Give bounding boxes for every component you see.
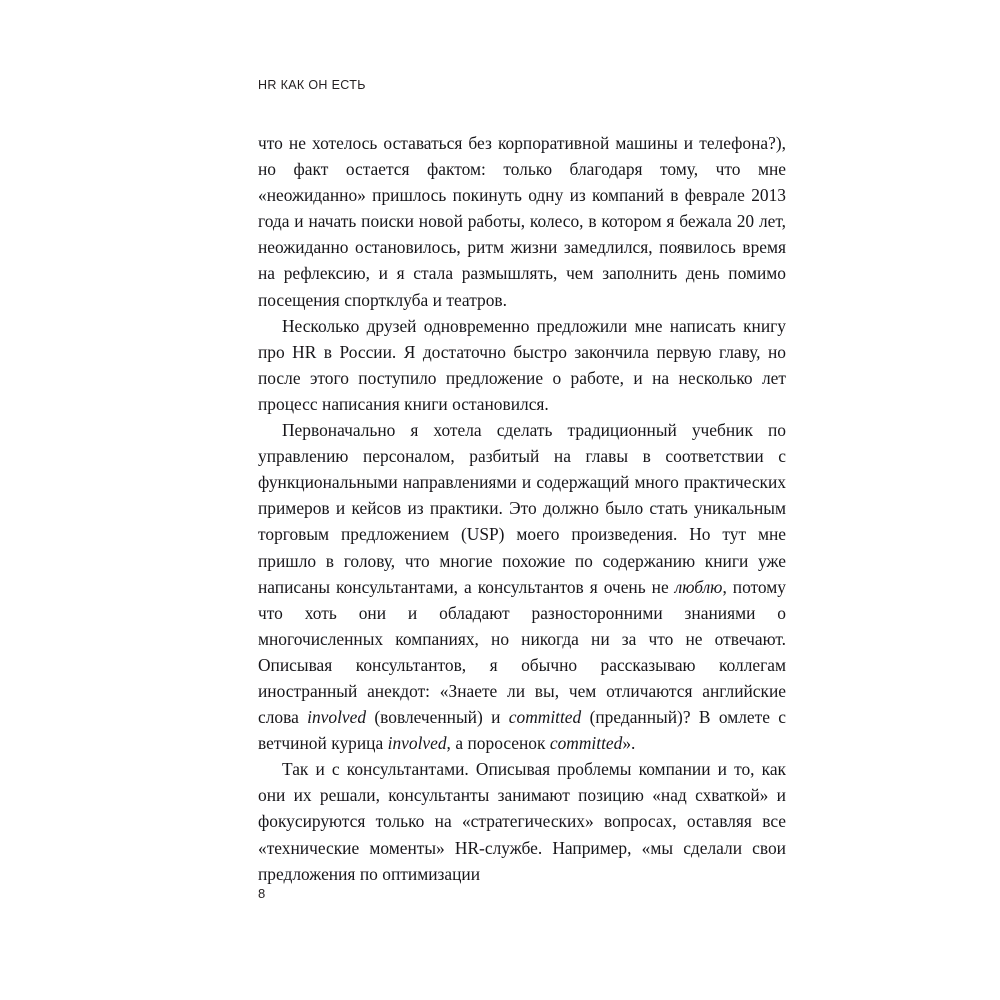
text-run: , потому что хоть они и обладают разносторонними знаниями о многочисленных компаниях, но никогда ни за что не отвечают. Описывая консультантов, я обычно рассказываю коллегам иностранный анекдот: «Знаете ли вы, чем отличаются английские слова xyxy=(258,576,786,728)
text-run: (преданный)? В омлете с ветчиной курица xyxy=(258,707,786,754)
body-text-column xyxy=(258,130,786,887)
paragraph xyxy=(258,756,786,886)
text-run: Так и с консультантами. Описывая проблемы компании и то, как они их решали, консультанты занимают позицию «над схваткой» и фокусируются только на «стратегических» вопросах, оставляя все «технические моменты» HR-службе. Например, «мы сделали свои предложения по оптимизации xyxy=(258,759,786,884)
text-run: , а поросенок xyxy=(446,733,550,754)
text-run: Несколько друзей одновременно предложили мне написать книгу про HR в России. Я достаточно быстро закончила первую главу, но после этого поступило предложение о работе, и на несколько лет процесс написания книги остановился. xyxy=(258,315,786,414)
text-run: (вовлеченный) и xyxy=(366,707,509,728)
paragraph xyxy=(258,130,786,313)
paragraph xyxy=(258,313,786,417)
text-run: Первоначально я хотела сделать традиционный учебник по управлению персоналом, разбитый на главы в соответствии с функциональными направлениями и содержащий много практических примеров и кейсов из практики. Это должно было стать уникальным торговым предложением (USP) моего произведения. Но тут мне пришло в голову, что многие похожие по содержанию книги уже написаны консультантами, а консультантов я очень не xyxy=(258,420,786,597)
paragraph xyxy=(258,417,786,756)
text-run: ». xyxy=(622,733,636,754)
emphasis-run: люблю xyxy=(674,576,723,597)
emphasis-run: involved xyxy=(387,733,447,754)
emphasis-run: involved xyxy=(307,707,367,728)
emphasis-run: committed xyxy=(508,707,582,728)
page-number: 8 xyxy=(258,886,266,901)
running-head: HR КАК ОН ЕСТЬ xyxy=(258,78,366,92)
emphasis-run: committed xyxy=(549,733,623,754)
text-run: что не хотелось оставаться без корпоративной машины и телефона?), но факт остается фактом: только благодаря тому, что мне «неожиданно» пришлось покинуть одну из компаний в феврале 2013 года и начать поиски новой работы, колесо, в котором я бежала 20 лет, неожиданно остановилось, ритм жизни замедлился, появилось время на рефлексию, и я стала размышлять, чем заполнить день помимо посещения спортклуба и театров. xyxy=(258,133,786,310)
